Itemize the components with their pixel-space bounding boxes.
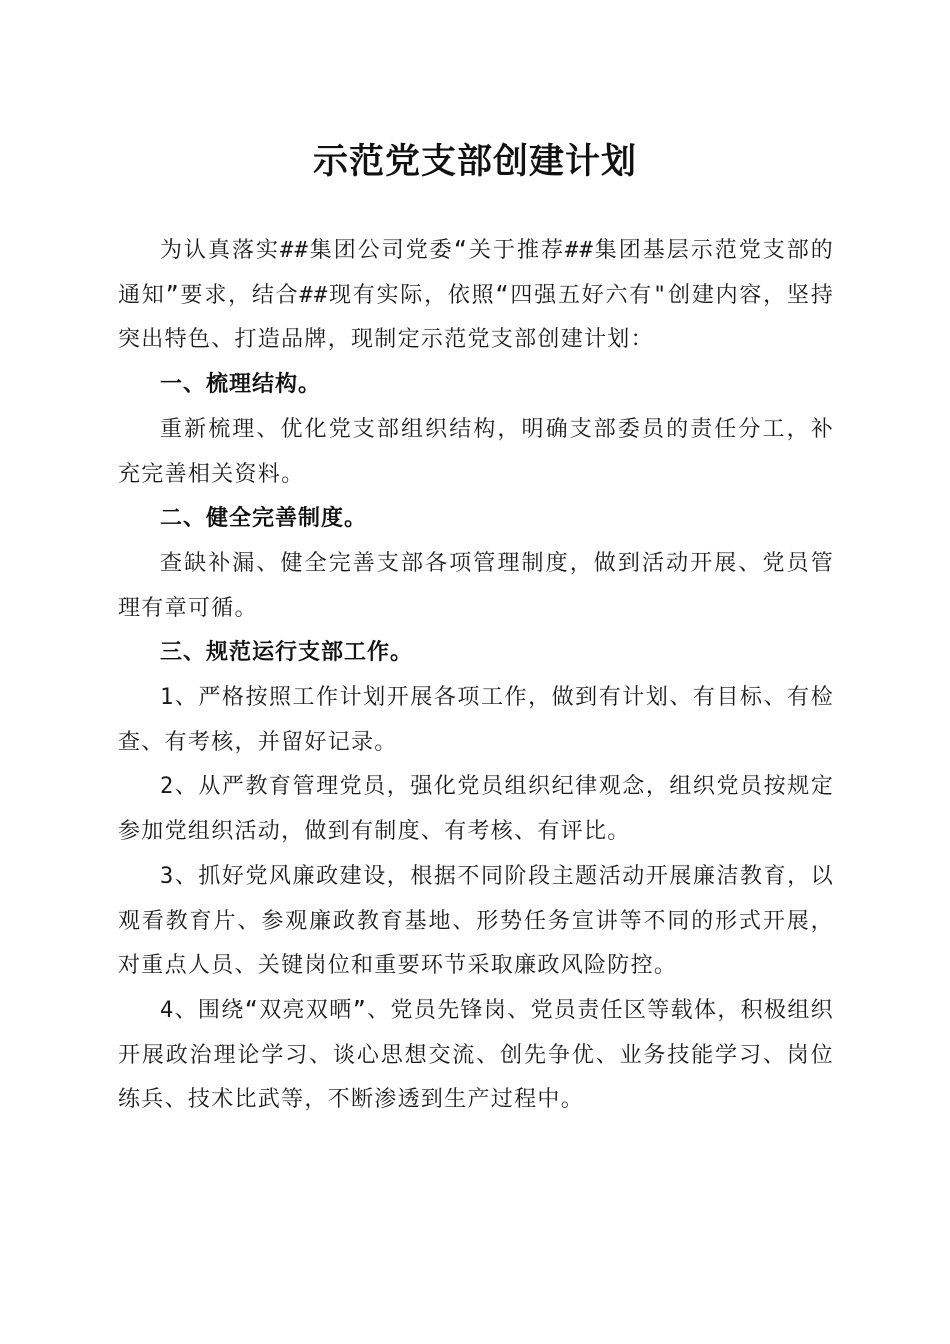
section-2-paragraph-1: 查缺补漏、健全完善支部各项管理制度，做到活动开展、党员管理有章可循。: [118, 550, 834, 621]
section-3-item-2: 2、从严教育管理党员，强化党员组织纪律观念，组织党员按规定参加党组织活动，做到有制度、有考核、有评比。: [118, 774, 834, 845]
section-3-item-4: 4、围绕“双亮双晒”、党员先锋岗、党员责任区等载体，积极组织开展政治理论学习、谈心思想交流、创先争优、业务技能学习、岗位练兵、技术比武等，不断渗透到生产过程中。: [118, 997, 834, 1113]
section-3-item-3: 3、抓好党风廉政建设，根据不同阶段主题活动开展廉洁教育，以观看教育片、参观廉政教育基地、形势任务宣讲等不同的形式开展，对重点人员、关键岗位和重要环节采取廉政风险防控。: [118, 863, 834, 979]
intro-paragraph: 为认真落实##集团公司党委“关于推荐##集团基层示范党支部的通知”要求，结合##现有实际，依照“四强五好六有"创建内容，坚持突出特色、打造品牌，现制定示范党支部创建计划：: [118, 238, 834, 353]
section-1-paragraph-1: 重新梳理、优化党支部组织结构，明确支部委员的责任分工，补充完善相关资料。: [118, 416, 834, 487]
section-3-item-1: 1、严格按照工作计划开展各项工作，做到有计划、有目标、有检查、有考核，并留好记录。: [118, 685, 834, 755]
section-heading-2: 二、健全完善制度。: [160, 506, 368, 532]
document-title: 示范党支部创建计划: [312, 141, 637, 182]
section-heading-3: 三、规范运行支部工作。: [160, 640, 414, 666]
document-body: [118, 229, 834, 1123]
section-heading-1: 一、梳理结构。: [160, 372, 322, 398]
